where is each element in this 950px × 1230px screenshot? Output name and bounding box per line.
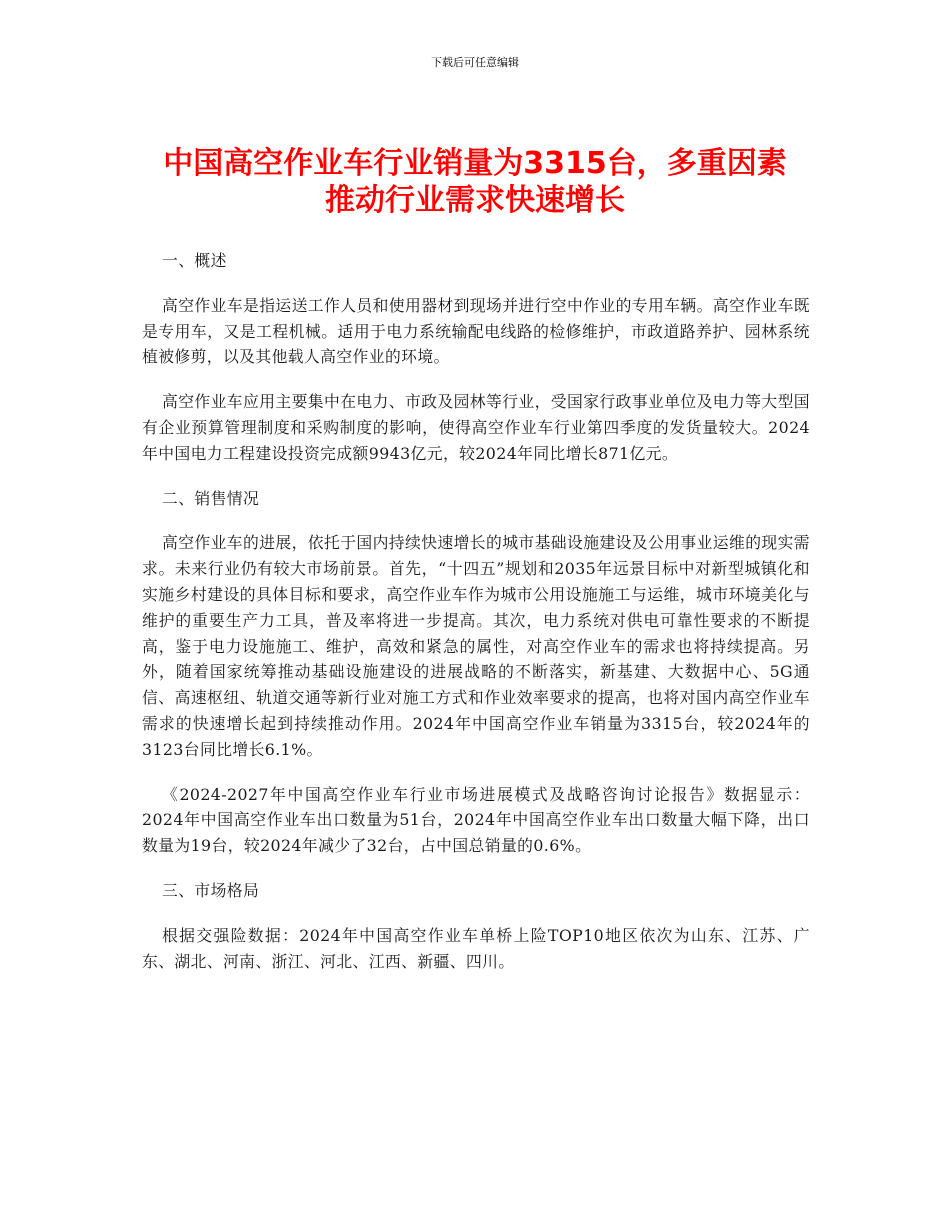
document-title [130,145,820,219]
paragraph-market-regions: 根据交强险数据：2024年中国高空作业车单桥上险TOP10地区依次为山东、江苏、广东、湖北、河南、浙江、河北、江西、新疆、四川。 [142,925,810,971]
title-line-1: 中国高空作业车行业销量为3315台，多重因素 [163,146,787,181]
paragraph-definition: 高空作业车是指运送工作人员和使用器材到现场并进行空中作业的专用车辆。高空作业车既是专用车，又是工程机械。适用于电力系统输配电线路的检修维护，市政道路养护、园林系统植被修剪，以及其他载人高空作业的环境。 [142,295,810,367]
paragraph-sales-export: 《2024-2027年中国高空作业车行业市场进展模式及战略咨询讨论报告》数据显示：2024年中国高空作业车出口数量为51台，2024年中国高空作业车出口数量大幅下降，出口数量为19台，较2024年减少了32台，占中国总销量的0.6%。 [142,784,810,856]
section-heading-overview: 一、概述 [162,251,227,270]
title-line-2: 推动行业需求快速增长 [325,183,625,218]
paragraph-sales-development: 高空作业车的进展，依托于国内持续快速增长的城市基础设施建设及公用事业运维的现实需求。未来行业仍有较大市场前景。首先，“十四五”规划和2035年远景目标中对新型城镇化和实施乡村建设的具体目标和要求，高空作业车作为城市公用设施施工与运维，城市环境美化与维护的重要生产力工具，普及率将进一步提高。其次，电力系统对供电可靠性要求的不断提高，鉴于电力设施施工、维护，高效和紧急的属性，对高空作业车的需求也将持续提高。另外，随着国家统筹推动基础设施建设的进展战略的不断落实，新基建、大数据中心、5G通信、高速枢纽、轨道交通等新行业对施工方式和作业效率要求的提高，也将对国内高空作业车需求的快速增长起到持续推动作用。2024年中国高空作业车销量为3315台，较2024年的3123台同比增长6.1%。 [142,533,810,759]
section-heading-market: 三、市场格局 [162,880,260,900]
document-body [142,248,810,993]
header-note: 下载后可任意编辑 [431,56,519,69]
section-heading-sales: 二、销售情况 [162,488,260,508]
paragraph-application: 高空作业车应用主要集中在电力、市政及园林等行业，受国家行政事业单位及电力等大型国有企业预算管理制度和采购制度的影响，使得高空作业车行业第四季度的发货量较大。2024年中国电力工程建设投资完成额9943亿元，较2024年同比增长871亿元。 [142,392,810,463]
